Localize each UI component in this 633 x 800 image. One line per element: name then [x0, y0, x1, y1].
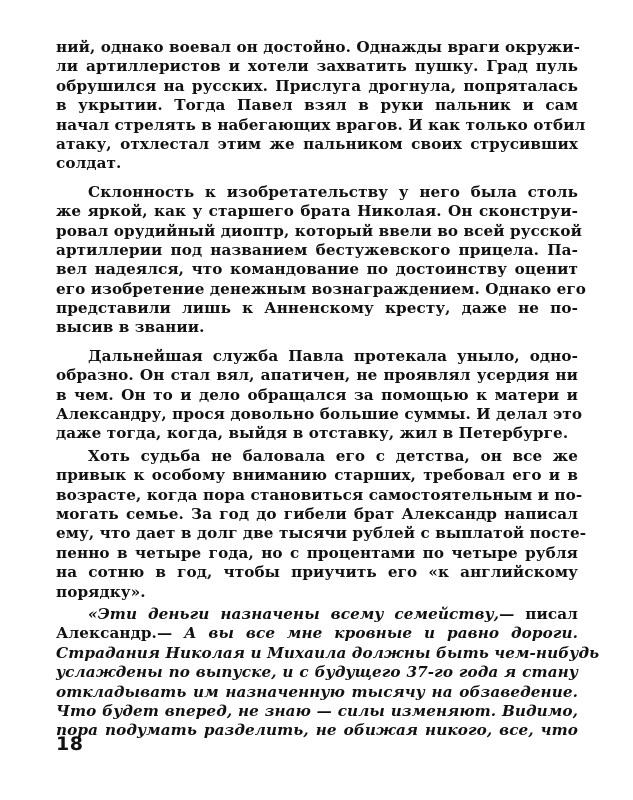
- text-line: [56, 241, 578, 260]
- text-segment: пенно в четыре года, но с процентами по четыре рубля: [56, 543, 578, 562]
- text-segment: образно. Он стал вял, апатичен, не проявлял усердия ни: [56, 366, 578, 385]
- paragraph: [56, 38, 586, 174]
- text-line: [56, 347, 578, 366]
- text-line: [56, 299, 578, 318]
- text-line: [56, 279, 587, 299]
- text-line: [56, 544, 578, 563]
- text-line: [56, 96, 578, 115]
- text-line: [56, 183, 578, 202]
- text-segment: привык к особому вниманию старших, требовал его и в: [56, 466, 578, 485]
- text-segment: вел надеялся, что командование по достоинству оценит: [56, 260, 578, 279]
- text-line: [56, 366, 578, 385]
- paragraph: [56, 346, 583, 444]
- text-segment: на сотню в год, чтобы приучить его «к английскому: [56, 563, 578, 582]
- paragraph: [56, 446, 587, 602]
- text-line: [56, 318, 578, 337]
- text-segment: ровал орудийный диоптр, который ввели во всей русской: [56, 221, 582, 240]
- text-line: [56, 447, 578, 466]
- paragraph-gap: [56, 174, 578, 183]
- text-line: [56, 202, 578, 221]
- text-segment: ний, однако воевал он достойно. Однажды враги окружи-: [56, 38, 581, 56]
- text-segment: атаку, отхлестал этим же пальником своих струсивших: [56, 134, 578, 153]
- text-segment: представили лишь к Анненскому кресту, даже не по-: [56, 299, 578, 318]
- text-segment: артиллерии под названием бестужевского прицела. Па-: [56, 240, 578, 259]
- text-segment: Хоть судьба не баловала его с детства, он все же: [88, 446, 578, 465]
- text-segment: Склонность к изобретательству у него была столь: [88, 182, 578, 201]
- text-line: [56, 154, 578, 173]
- text-line: [56, 683, 578, 702]
- text-line: [56, 583, 578, 602]
- text-segment: Александру, прося довольно большие суммы. И делал это: [56, 405, 583, 424]
- text-segment: солдат.: [56, 154, 122, 173]
- text-line: [56, 115, 586, 135]
- italic-quote-segment: пора подумать разделить, не обижая никого, все, что: [56, 721, 578, 740]
- page-number: 18: [56, 733, 84, 755]
- text-line: [56, 485, 583, 505]
- text-segment: же яркой, как у старшего брата Николая. Он сконструи-: [56, 202, 578, 221]
- paragraph: [56, 604, 600, 741]
- text-line: [56, 702, 578, 721]
- italic-quote-segment: А вы все мне кровные и равно дороги.: [184, 624, 578, 643]
- text-line: [56, 424, 578, 443]
- text-line: [56, 624, 578, 643]
- italic-quote-segment: откладывать им назначенную тысячу на обзаведение.: [56, 682, 578, 701]
- text-segment: обрушился на русских. Прислуга дрогнула, попряталась: [56, 76, 578, 95]
- italic-quote-segment: «Эти деньги назначены всему семейству,: [88, 604, 500, 623]
- text-segment: в чем. Он то и дело обращался за помощью к матери и: [56, 385, 578, 404]
- text-line: [56, 77, 578, 96]
- text-line: [56, 405, 583, 424]
- text-line: [56, 643, 600, 663]
- text-segment: — писал: [499, 604, 578, 623]
- text-line: [56, 505, 578, 524]
- text-line: [56, 135, 578, 154]
- text-line: [56, 466, 578, 485]
- text-line: [56, 221, 582, 241]
- italic-quote-segment: Страдания Николая и Михаила должны быть чем-нибудь: [56, 643, 600, 662]
- text-segment: возрасте, когда пора становиться самостоятельным и по-: [56, 485, 583, 504]
- text-segment: даже тогда, когда, выйдя в отставку, жил в Петербурге.: [56, 424, 569, 443]
- text-segment: порядку».: [56, 582, 146, 601]
- text-line: [56, 605, 578, 624]
- text-segment: Александр.—: [56, 624, 185, 643]
- text-line: [56, 38, 581, 57]
- text-segment: высив в звании.: [56, 318, 205, 337]
- text-line: [56, 721, 578, 740]
- text-line: [56, 260, 578, 279]
- text-segment: могать семье. За год до гибели брат Александр написал: [56, 504, 578, 523]
- book-page-text: [56, 38, 600, 741]
- text-line: [56, 57, 578, 76]
- text-segment: начал стрелять в набегающих врагов. И как только отбил: [56, 115, 586, 134]
- paragraph: [56, 182, 587, 338]
- text-segment: в укрытии. Тогда Павел взял в руки пальник и сам: [56, 96, 578, 115]
- text-segment: его изобретение денежным вознаграждением. Однако его: [56, 279, 587, 298]
- text-line: [56, 386, 578, 405]
- paragraph-gap: [56, 338, 578, 347]
- text-line: [56, 524, 587, 543]
- italic-quote-segment: Что будет вперед, не знаю — силы изменяют. Видимо,: [56, 701, 578, 720]
- text-segment: ли артиллеристов и хотели захватить пушку. Град пуль: [56, 57, 578, 76]
- text-line: [56, 563, 578, 582]
- italic-quote-segment: услаждены по выпуске, и с будущего 37-го года я стану: [56, 663, 578, 682]
- text-line: [56, 663, 578, 682]
- text-segment: ему, что дает в долг две тысячи рублей с выплатой посте-: [56, 524, 587, 543]
- text-segment: Дальнейшая служба Павла протекала уныло, одно-: [88, 346, 578, 365]
